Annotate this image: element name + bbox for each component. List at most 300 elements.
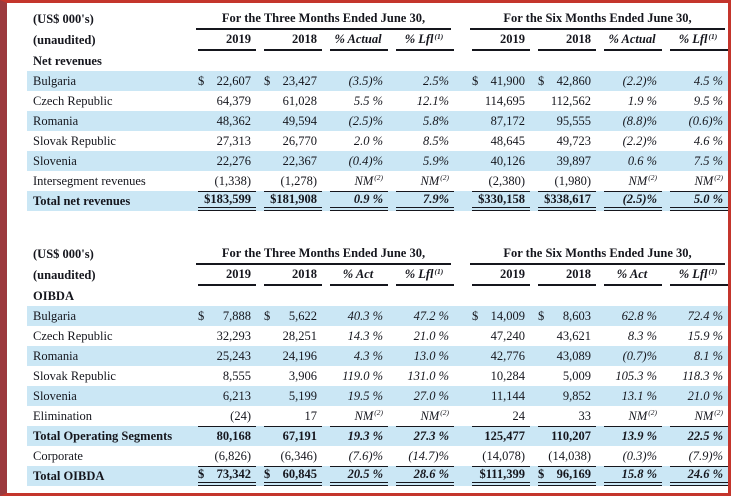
cell-value <box>464 131 530 151</box>
cell-value <box>190 426 256 446</box>
column-header <box>662 30 728 51</box>
column-header <box>596 265 662 286</box>
row-label: Total Operating Segments <box>33 428 173 443</box>
cell-content: $181,908 <box>264 191 322 211</box>
cell-content: NM $^{(2)}$ <box>354 408 383 423</box>
cell-content: (8.8)% <box>622 113 657 128</box>
cell-content: 28,251 <box>282 328 317 343</box>
cell-content <box>472 306 530 326</box>
cell-content: (1,278) <box>280 173 317 188</box>
period-group-label: For the Six Months Ended June 30, <box>470 9 725 30</box>
cell-content: 6,213 <box>222 388 251 403</box>
section-label: OIBDA <box>33 288 74 303</box>
cell-content: 39,897 <box>556 153 591 168</box>
dollar-sign: $ <box>538 308 545 323</box>
cell-content: (14,078) <box>482 448 525 463</box>
cell-value <box>662 346 728 366</box>
cell-value <box>530 406 596 426</box>
cell-content: 32,293 <box>216 328 251 343</box>
cell-value <box>596 326 662 346</box>
cell-value <box>596 71 662 91</box>
group-gap <box>454 171 464 191</box>
table-row <box>27 91 728 111</box>
cell-value <box>190 131 256 151</box>
cell-value <box>322 111 388 131</box>
table-row <box>27 326 728 346</box>
cell-content: 33 <box>578 408 591 423</box>
cell-content <box>198 71 256 91</box>
cell-content: (0.6)% <box>688 113 723 128</box>
cell-content: 110,207 <box>538 426 596 446</box>
cell-value <box>322 366 388 386</box>
column-header-label: % Lfl $^{(1)}$ <box>396 30 454 51</box>
cell-content: 119.0 % <box>342 368 383 383</box>
table-row <box>27 111 728 131</box>
group-gap <box>454 111 464 131</box>
cell-value <box>388 326 454 346</box>
cell-value <box>256 446 322 466</box>
cell-content: 9.5 % <box>693 93 723 108</box>
cell-value <box>530 111 596 131</box>
cell-content <box>198 306 256 326</box>
column-header <box>388 30 454 51</box>
amount: 23,427 <box>282 73 317 88</box>
group-gap <box>454 91 464 111</box>
column-header <box>256 30 322 51</box>
cell-value <box>256 91 322 111</box>
group-gap <box>454 131 464 151</box>
cell-value <box>530 366 596 386</box>
section-label: Net revenues <box>33 53 102 68</box>
table-row <box>27 131 728 151</box>
cell-value <box>662 326 728 346</box>
cell-value <box>388 191 454 211</box>
cell-value <box>530 91 596 111</box>
cell-value <box>256 191 322 211</box>
cell-value <box>662 131 728 151</box>
period-group-header <box>190 9 454 30</box>
cell-content: 9,852 <box>562 388 591 403</box>
cell-value <box>322 306 388 326</box>
row-label: Elimination <box>33 408 93 423</box>
dollar-sign: $ <box>264 467 271 482</box>
amount: 73,342 <box>216 467 251 482</box>
cell-value <box>256 426 322 446</box>
row-label: Corporate <box>33 448 83 463</box>
cell-value <box>464 151 530 171</box>
cell-content: 67,191 <box>264 426 322 446</box>
cell-value <box>596 426 662 446</box>
cell-value <box>596 346 662 366</box>
cell-content: (1,980) <box>554 173 591 188</box>
column-header-label: 2018 <box>264 30 322 51</box>
cell-content: (24) <box>230 408 251 423</box>
group-gap <box>454 346 464 366</box>
dollar-sign: $ <box>198 308 205 323</box>
cell-value <box>322 426 388 446</box>
cell-value <box>530 71 596 91</box>
cell-value <box>322 326 388 346</box>
column-header <box>322 265 388 286</box>
report-content <box>27 9 728 486</box>
period-group-label: For the Three Months Ended June 30, <box>196 9 451 30</box>
cell-value <box>530 426 596 446</box>
column-header-label: 2019 <box>198 30 256 51</box>
column-header <box>256 265 322 286</box>
cell-value <box>662 151 728 171</box>
table-row <box>27 306 728 326</box>
cell-content: 19.3 % <box>330 426 388 446</box>
cell-value <box>596 306 662 326</box>
column-header <box>322 30 388 51</box>
cell-value <box>530 446 596 466</box>
cell-content: (0.7)% <box>622 348 657 363</box>
cell-value <box>322 151 388 171</box>
cell-content: 13.9 % <box>604 426 662 446</box>
group-gap <box>454 466 464 486</box>
table-row <box>27 446 728 466</box>
cell-value <box>662 171 728 191</box>
table-row <box>27 386 728 406</box>
table-row <box>27 466 728 486</box>
cell-value <box>662 306 728 326</box>
cell-content: 49,723 <box>556 133 591 148</box>
cell-content: 24 <box>512 408 525 423</box>
column-header <box>662 265 728 286</box>
cell-content: 5,199 <box>288 388 317 403</box>
cell-content: 4.5 % <box>693 73 723 88</box>
cell-value <box>256 466 322 486</box>
cell-content: 87,172 <box>490 113 525 128</box>
cell-value <box>530 326 596 346</box>
row-label: Czech Republic <box>33 93 113 108</box>
column-header-label: 2019 <box>198 265 256 286</box>
cell-value <box>530 131 596 151</box>
amount: 8,603 <box>562 308 591 323</box>
cell-content <box>264 466 322 486</box>
column-header-label: % Lfl $^{(1)}$ <box>396 265 454 286</box>
cell-value <box>322 386 388 406</box>
cell-content: NM $^{(2)}$ <box>420 408 449 423</box>
cell-value <box>596 111 662 131</box>
cell-content: NM $^{(2)}$ <box>694 408 723 423</box>
cell-value <box>662 406 728 426</box>
cell-content: 0.6 % <box>627 153 657 168</box>
cell-content <box>538 466 596 486</box>
cell-content: $183,599 <box>198 191 256 211</box>
cell-content: 27.0 % <box>413 388 449 403</box>
cell-value <box>530 171 596 191</box>
cell-value <box>388 366 454 386</box>
row-label: Slovak Republic <box>33 368 116 383</box>
column-header-row <box>27 30 728 51</box>
cell-content: 7.9% <box>396 191 454 211</box>
amount: 60,845 <box>282 467 317 482</box>
column-header-label: % Lfl $^{(1)}$ <box>670 265 728 286</box>
row-label: Total net revenues <box>33 193 131 208</box>
amount: 41,900 <box>490 73 525 88</box>
cell-content: 17 <box>304 408 317 423</box>
cell-content: 48,362 <box>216 113 251 128</box>
cell-value <box>322 446 388 466</box>
cell-content: NM $^{(2)}$ <box>420 173 449 188</box>
cell-content: (2.5)% <box>604 191 662 211</box>
cell-content: 64,379 <box>216 93 251 108</box>
dollar-sign: $ <box>264 308 271 323</box>
units-label: (US$ 000's) <box>33 247 94 262</box>
group-gap <box>454 265 464 286</box>
row-label: Czech Republic <box>33 328 113 343</box>
cell-content: 125,477 <box>472 426 530 446</box>
cell-value <box>530 191 596 211</box>
cell-value <box>464 466 530 486</box>
cell-content: (14.7)% <box>408 448 449 463</box>
cell-content: 48,645 <box>490 133 525 148</box>
group-gap <box>454 326 464 346</box>
cell-content: 40,126 <box>490 153 525 168</box>
cell-content: 20.5 % <box>330 466 388 486</box>
cell-value <box>256 151 322 171</box>
cell-content: 61,028 <box>282 93 317 108</box>
cell-content: 24.6 % <box>670 466 728 486</box>
period-group-label: For the Three Months Ended June 30, <box>196 244 451 265</box>
cell-value <box>388 386 454 406</box>
cell-value <box>388 466 454 486</box>
cell-value <box>322 406 388 426</box>
group-gap <box>454 191 464 211</box>
cell-content: 15.8 % <box>604 466 662 486</box>
cell-content: NM $^{(2)}$ <box>628 408 657 423</box>
group-gap <box>454 426 464 446</box>
cell-value <box>662 466 728 486</box>
column-header <box>464 265 530 286</box>
cell-content: 5,009 <box>562 368 591 383</box>
cell-value <box>190 406 256 426</box>
cell-content: NM $^{(2)}$ <box>628 173 657 188</box>
cell-content: 14.3 % <box>347 328 383 343</box>
column-header-label: % Lfl $^{(1)}$ <box>670 30 728 51</box>
column-header-label: % Act <box>330 265 388 286</box>
cell-value <box>322 191 388 211</box>
cell-value <box>596 366 662 386</box>
dollar-sign: $ <box>472 73 479 88</box>
cell-value <box>190 111 256 131</box>
cell-content: 62.8 % <box>621 308 657 323</box>
cell-value <box>530 306 596 326</box>
group-gap <box>454 71 464 91</box>
cell-content <box>264 306 322 326</box>
row-label: Total OIBDA <box>33 468 105 483</box>
cell-content: 49,594 <box>282 113 317 128</box>
cell-value <box>662 191 728 211</box>
cell-value <box>464 326 530 346</box>
cell-content: (7.6)% <box>348 448 383 463</box>
group-gap <box>454 386 464 406</box>
cell-value <box>464 426 530 446</box>
cell-value <box>256 366 322 386</box>
cell-value <box>662 366 728 386</box>
cell-value <box>256 111 322 131</box>
amount: 96,169 <box>556 467 591 482</box>
cell-value <box>596 191 662 211</box>
dollar-sign: $ <box>264 73 271 88</box>
cell-content: 4.3 % <box>353 348 383 363</box>
cell-content: $111,399 <box>472 466 530 486</box>
row-label: Intersegment revenues <box>33 173 146 188</box>
cell-value <box>596 151 662 171</box>
cell-value <box>256 386 322 406</box>
dollar-sign: $ <box>538 467 545 482</box>
amount: 7,888 <box>222 308 251 323</box>
column-header <box>190 30 256 51</box>
column-header <box>530 265 596 286</box>
cell-content: 43,089 <box>556 348 591 363</box>
cell-content: 2.5% <box>422 73 449 88</box>
column-header <box>464 30 530 51</box>
cell-content: 15.9 % <box>687 328 723 343</box>
group-header-row <box>27 9 728 30</box>
column-header <box>530 30 596 51</box>
cell-value <box>464 406 530 426</box>
period-group-header <box>464 244 728 265</box>
cell-value <box>388 406 454 426</box>
cell-content: 47.2 % <box>413 308 449 323</box>
cell-content: 80,168 <box>198 426 256 446</box>
cell-value <box>388 346 454 366</box>
unaudited-label: (unaudited) <box>33 33 96 48</box>
cell-content: (3.5)% <box>348 73 383 88</box>
cell-value <box>190 326 256 346</box>
cell-value <box>662 386 728 406</box>
cell-content: 42,776 <box>490 348 525 363</box>
cell-content: (7.9)% <box>688 448 723 463</box>
cell-content: (2.2)% <box>622 133 657 148</box>
table-row <box>27 151 728 171</box>
period-group-header <box>464 9 728 30</box>
cell-value <box>190 346 256 366</box>
unaudited-label: (unaudited) <box>33 268 96 283</box>
section-label-row <box>27 51 728 71</box>
cell-value <box>388 131 454 151</box>
cell-content: (2.5)% <box>348 113 383 128</box>
cell-content: 22,276 <box>216 153 251 168</box>
cell-value <box>596 171 662 191</box>
table-row <box>27 426 728 446</box>
cell-value <box>190 191 256 211</box>
cell-value <box>388 426 454 446</box>
group-gap <box>454 30 464 51</box>
cell-value <box>322 171 388 191</box>
cell-value <box>256 171 322 191</box>
cell-value <box>322 91 388 111</box>
cell-value <box>256 131 322 151</box>
cell-value <box>530 466 596 486</box>
cell-value <box>662 111 728 131</box>
cell-content: 26,770 <box>282 133 317 148</box>
cell-value <box>190 366 256 386</box>
cell-value <box>190 446 256 466</box>
row-label: Romania <box>33 113 79 128</box>
cell-value <box>190 386 256 406</box>
group-gap <box>454 446 464 466</box>
cell-content: (2,380) <box>488 173 525 188</box>
cell-value <box>190 71 256 91</box>
cell-content: 19.5 % <box>347 388 383 403</box>
cell-content <box>538 306 596 326</box>
net-revenues-table <box>27 9 728 211</box>
cell-content: 5.5 % <box>353 93 383 108</box>
cell-value <box>596 406 662 426</box>
cell-content: (1,338) <box>214 173 251 188</box>
cell-value <box>388 151 454 171</box>
cell-content: 4.6 % <box>693 133 723 148</box>
cell-content: (14,038) <box>548 448 591 463</box>
section-label-row <box>27 286 728 306</box>
cell-value <box>464 191 530 211</box>
group-gap <box>454 151 464 171</box>
cell-content: 118.3 % <box>682 368 723 383</box>
column-header-label: % Actual <box>604 30 662 51</box>
cell-content: 0.9 % <box>330 191 388 211</box>
cell-value <box>388 71 454 91</box>
amount: 22,607 <box>216 73 251 88</box>
cell-value <box>322 71 388 91</box>
cell-content: 5.8% <box>422 113 449 128</box>
period-group-header <box>190 244 454 265</box>
amount: 14,009 <box>490 308 525 323</box>
cell-content: 25,243 <box>216 348 251 363</box>
column-header-label: 2019 <box>472 265 530 286</box>
cell-value <box>464 366 530 386</box>
group-header-row <box>27 244 728 265</box>
cell-content: 5.0 % <box>670 191 728 211</box>
cell-content: 8,555 <box>222 368 251 383</box>
column-header-label: 2019 <box>472 30 530 51</box>
cell-content: 27,313 <box>216 133 251 148</box>
column-header-label: 2018 <box>538 265 596 286</box>
cell-content <box>472 71 530 91</box>
cell-content: 47,240 <box>490 328 525 343</box>
column-header-label: 2018 <box>264 265 322 286</box>
cell-value <box>464 91 530 111</box>
cell-value <box>388 446 454 466</box>
cell-content: 11,144 <box>491 388 525 403</box>
cell-content: 28.6 % <box>396 466 454 486</box>
cell-content: (6,826) <box>214 448 251 463</box>
cell-content: NM $^{(2)}$ <box>354 173 383 188</box>
cell-content: 12.1% <box>416 93 449 108</box>
cell-content: (6,346) <box>280 448 317 463</box>
cell-content <box>538 71 596 91</box>
cell-content <box>198 466 256 486</box>
cell-value <box>464 386 530 406</box>
cell-value <box>662 446 728 466</box>
dollar-sign: $ <box>198 467 205 482</box>
cell-content: 8.3 % <box>627 328 657 343</box>
cell-value <box>464 346 530 366</box>
cell-content: 95,555 <box>556 113 591 128</box>
cell-value <box>256 326 322 346</box>
cell-content: 7.5 % <box>693 153 723 168</box>
amount: 42,860 <box>556 73 591 88</box>
row-label: Slovenia <box>33 388 77 403</box>
cell-content: $338,617 <box>538 191 596 211</box>
cell-value <box>530 151 596 171</box>
cell-content: 13.1 % <box>621 388 657 403</box>
cell-value <box>464 171 530 191</box>
cell-value <box>190 91 256 111</box>
cell-value <box>388 306 454 326</box>
